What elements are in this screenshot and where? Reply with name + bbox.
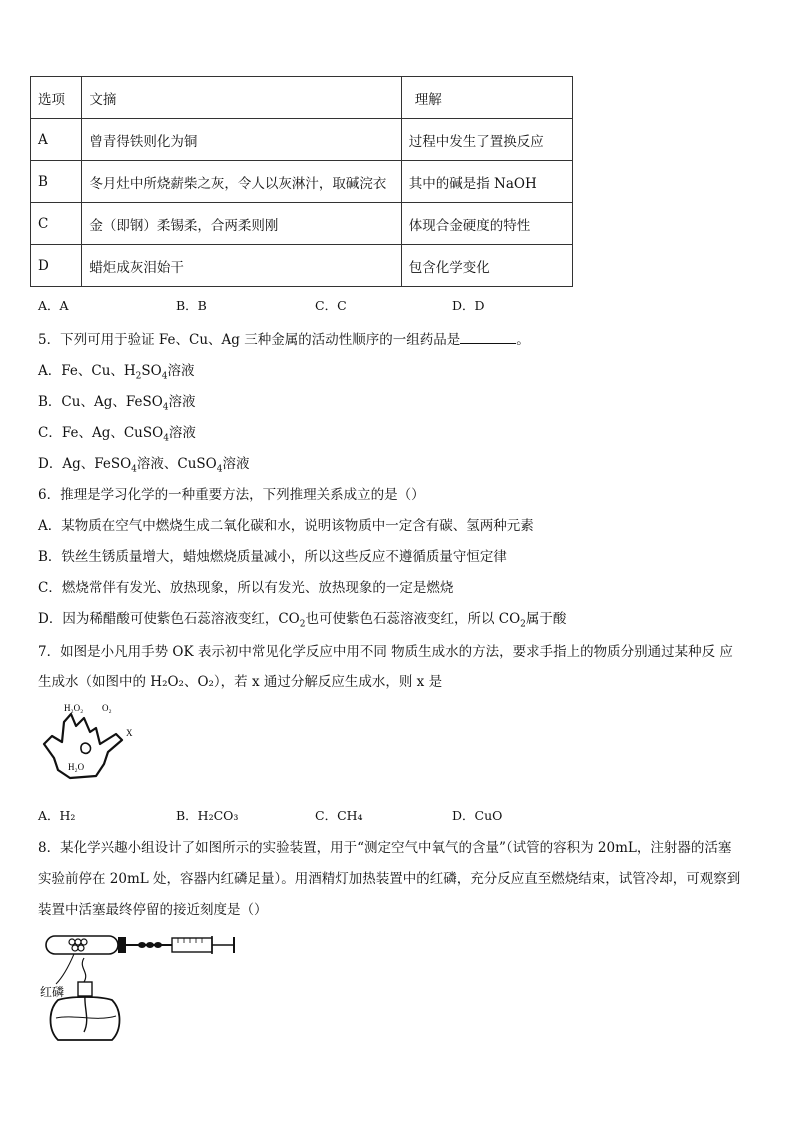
table-cell: 包含化学变化: [401, 245, 572, 287]
fig-label-h2o2: H₂O₂: [64, 703, 84, 713]
option-d[interactable]: D．D: [452, 298, 485, 313]
ok-hand-figure: [38, 700, 148, 782]
q6-option-c[interactable]: C．燃烧常伴有发光、放热现象，所以有发光、放热现象的一定是燃烧: [38, 580, 454, 596]
option-text: 溶液: [168, 394, 196, 410]
fig-label-red-phosphorus: 红磷: [40, 985, 65, 999]
q5-option-b[interactable]: [38, 390, 196, 413]
option-c[interactable]: C．CH₄: [315, 808, 363, 823]
option-text: B．Cu、Ag、FeSO: [38, 394, 163, 410]
ok-ring: [81, 743, 91, 753]
subscript: 2: [299, 619, 306, 630]
option-text: 溶液: [167, 363, 195, 379]
option-text: 溶液: [168, 425, 196, 441]
q5-option-d[interactable]: [38, 452, 249, 475]
subscript: 4: [163, 433, 169, 444]
apparatus-figure: [38, 928, 248, 1050]
table-cell: 冬月灶中所烧薪柴之灰，令人以灰淋汁，取碱浣衣: [82, 161, 401, 203]
subscript: 4: [131, 464, 137, 475]
option-c[interactable]: C．C: [315, 298, 347, 313]
answer-blank[interactable]: [460, 330, 516, 344]
option-b[interactable]: B．H₂CO₃: [176, 808, 239, 823]
header-cell: [401, 77, 572, 119]
q5-option-c[interactable]: [38, 421, 196, 444]
option-d[interactable]: D．CuO: [452, 808, 503, 823]
table-row: [31, 161, 573, 203]
option-a[interactable]: A．H₂: [38, 808, 76, 823]
stopper: [118, 937, 126, 953]
q6-stem: 6．推理是学习化学的一种重要方法，下列推理关系成立的是（）: [38, 487, 425, 503]
options-table: [30, 76, 573, 287]
q6-option-d[interactable]: [38, 607, 566, 630]
table-header-row: [31, 77, 573, 119]
q8-stem-line1: 8．某化学兴趣小组设计了如图所示的实验装置，用于“测定空气中氧气的含量”（试管的容积为 20mL，注射器的活塞: [38, 840, 732, 856]
option-text: D．因为稀醋酸可使紫色石蕊溶液变红，CO: [38, 611, 300, 627]
q6-option-a[interactable]: A．某物质在空气中燃烧生成二氧化碳和水，说明该物质中一定含有碳、氢两种元素: [38, 518, 534, 534]
fig-label-o2: O₂: [102, 703, 112, 713]
table-cell: 过程中发生了置换反应: [401, 119, 572, 161]
option-text: 溶液: [222, 456, 250, 472]
option-text: 也可使紫色石蕊溶液变红，所以 CO: [305, 611, 521, 627]
table-cell: 其中的碱是指 NaOH: [401, 161, 572, 203]
option-text: 溶液、CuSO: [136, 456, 217, 472]
fig-label-x: X: [126, 728, 133, 738]
q5-option-a[interactable]: [38, 359, 194, 382]
red-phosphorus: [69, 939, 87, 951]
option-b[interactable]: B．B: [176, 298, 207, 313]
q5-stem-text: 5．下列可用于验证 Fe、Cu、Ag 三种金属的活动性顺序的一组药品是: [38, 332, 461, 348]
table-cell: 曾青得铁则化为铜: [82, 119, 401, 161]
table-cell: 金（即钢）柔锡柔，合两柔则刚: [82, 203, 401, 245]
lamp-wick-holder: [78, 982, 92, 996]
header-cell: 文摘: [82, 77, 401, 119]
table-cell: D: [31, 245, 82, 287]
subscript: 2: [520, 619, 526, 630]
q6-option-b[interactable]: B．铁丝生锈质量增大，蜡烛燃烧质量减小，所以这些反应不遵循质量守恒定律: [38, 549, 507, 565]
subscript: 4: [216, 464, 223, 475]
option-text: 属于酸: [525, 611, 567, 627]
option-text: SO: [141, 363, 162, 379]
tube-clamp: [138, 942, 162, 948]
fig-label-h2o: H₂O: [68, 762, 85, 772]
q5-stem: [38, 328, 530, 348]
label-pointer: [56, 954, 74, 984]
syringe-scale: [178, 938, 202, 943]
table-cell: 蜡炬成灰泪始干: [82, 245, 401, 287]
header-cell: 选项: [31, 77, 82, 119]
table-row: [31, 245, 573, 287]
header-cell-text: 理解: [414, 91, 442, 108]
q7-stem-line1: 7．如图是小凡用手势 OK 表示初中常见化学反应中用不同 物质生成水的方法，要求手指上的物质分别通过某种反 应: [38, 644, 733, 660]
q8-stem-line2: 实验前停在 20mL 处，容器内红磷足量）。用酒精灯加热装置中的红磷，充分反应直至燃烧结束，试管冷却，可观察到: [38, 871, 741, 887]
option-a[interactable]: A．A: [38, 298, 69, 313]
option-text: D．Ag、FeSO: [38, 456, 132, 472]
table-cell: 体现合金硬度的特性: [401, 203, 572, 245]
table-cell: A: [31, 119, 82, 161]
q5-stem-end: 。: [516, 332, 530, 348]
table-row: [31, 203, 573, 245]
table-row: [31, 119, 573, 161]
option-text: C．Fe、Ag、CuSO: [38, 425, 164, 441]
subscript: 4: [161, 371, 168, 382]
table-cell: B: [31, 161, 82, 203]
q8-stem-line3: 装置中活塞最终停留的接近刻度是（）: [38, 902, 268, 918]
table-cell: C: [31, 203, 82, 245]
subscript: 2: [135, 371, 142, 382]
option-text: A．Fe、Cu、H: [38, 363, 136, 379]
subscript: 4: [162, 402, 169, 413]
q7-stem-line2: 生成水（如图中的 H₂O₂、O₂），若 x 通过分解反应生成水，则 x 是: [38, 674, 443, 690]
flame: [82, 958, 85, 982]
lamp-wick: [84, 996, 87, 1032]
